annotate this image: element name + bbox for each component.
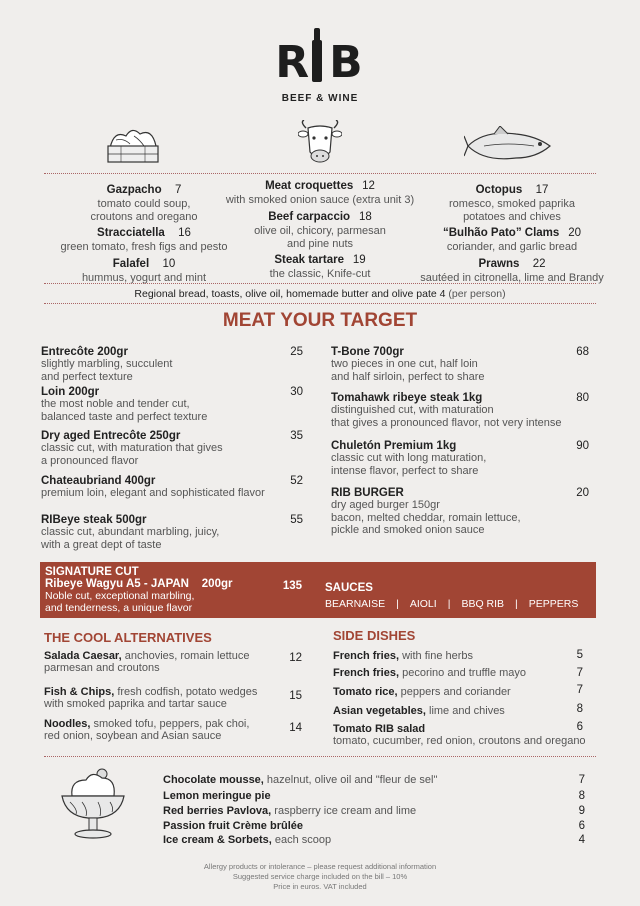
starter-meat-croquettes: Meat croquettes 12 with smoked onion sauce (extra unit 3) [225,180,415,206]
meat-item: T-Bone 700gr two pieces in one cut, half loin and half sirloin, perfect to share 68 [331,346,589,383]
meat-item: Tomahawk ribeye steak 1kg distinguished cut, with maturation that gives a pronounced flavor, not very intense 80 [331,392,589,429]
salad-crate-illustration [104,126,162,171]
meat-item: Chateaubriand 400gr premium loin, elegant and sophisticated flavor 52 [41,475,303,499]
meat-item: Entrecôte 200gr slightly marbling, succulent and perfect texture 25 [41,346,303,383]
bread-note: Regional bread, toasts, olive oil, homemade butter and olive pate 4 (per person) [134,288,506,300]
cow-illustration [298,120,342,171]
divider [44,283,596,284]
logo-wordmark: R B [275,37,365,88]
dessert-item: Red berries Pavlova, raspberry ice cream and lime 9 [163,805,585,817]
dessert-item: Passion fruit Crème brûlée 6 [163,820,585,832]
fish-illustration [464,126,552,171]
starter-stracciatella: Stracciatella 16 green tomato, fresh figs and pesto [60,227,228,253]
meat-section-title: MEAT YOUR TARGET [222,310,418,331]
side-item: French fries, pecorino and truffle mayo 7 [333,667,583,679]
divider [44,173,596,174]
divider [44,303,596,304]
footer-allergy: Allergy products or intolerance – please request additional information [203,862,437,871]
side-item: Asian vegetables, lime and chives 8 [333,703,583,717]
meat-item: RIBeye steak 500gr classic cut, abundant marbling, juicy, with a great dept of taste 55 [41,514,303,551]
dessert-item: Ice cream & Sorbets, each scoop 4 [163,834,585,846]
side-item: Tomato rice, peppers and coriander 7 [333,684,583,698]
divider [44,756,596,757]
alternative-item: Noodles, smoked tofu, peppers, pak choi, red onion, soybean and Asian sauce 14 [44,718,302,742]
footer-price: Price in euros. VAT included [273,882,367,891]
footer [100,862,540,892]
footer-service: Suggested service charge included on the bill – 10% [232,872,408,881]
side-item: Tomato RIB salad tomato, cucumber, red onion, croutons and oregano 6 [333,721,586,747]
alternative-item: Fish & Chips, fresh codfish, potato wedges with smoked paprika and tartar sauce 15 [44,686,302,710]
signature-cut: SIGNATURE CUT Ribeye Wagyu A5 - JAPAN 200gr Noble cut, exceptional marbling, and tenderness, a unique flavor 135 [45,566,302,614]
sauce-bbq-rib: BBQ RIB [461,598,505,610]
starter-beef-carpaccio: Beef carpaccio 18 olive oil, chicory, parmesan and pine nuts [254,211,386,250]
dessert-item: Chocolate mousse, hazelnut, olive oil and "fleur de sel" 7 [163,774,585,786]
logo-tagline: BEEF & WINE [281,93,359,104]
dessert-item: Lemon meringue pie 8 [163,790,585,802]
starter-steak-tartare: Steak tartare 19 the classic, Knife-cut [269,254,371,280]
sides-title: SIDE DISHES [333,628,416,643]
meat-item: Loin 200gr the most noble and tender cut, balanced taste and perfect texture 30 [41,386,303,423]
side-item: French fries, with fine herbs 5 [333,649,583,662]
sauce-bearnaise: BEARNAISE [325,598,386,610]
sauce-peppers: PEPPERS [528,598,579,610]
starter-gazpacho: Gazpacho 7 tomato could soup, croutons and oregano [90,184,198,223]
meat-item: Dry aged Entrecôte 250gr classic cut, with maturation that gives a pronounced flavor 35 [41,430,303,467]
sauce-aioli: AIOLI [409,598,437,610]
starter-octopus: Octopus 17 romesco, smoked paprika potatoes and chives [449,184,575,223]
starter-clams: “Bulhão Pato” Clams 20 coriander, and garlic bread [443,227,581,253]
meat-item: RIB BURGER dry aged burger 150gr bacon, melted cheddar, romain lettuce, pickle and smoked onion sauce 20 [331,487,589,536]
alternative-item: Salada Caesar, anchovies, romain lettuce parmesan and croutons 12 [44,650,302,674]
starter-prawns: Prawns 22 sautéed in citronella, lime and Brandy [420,258,604,284]
sundae-illustration [58,766,128,845]
sauces: SAUCES BEARNAISE | AIOLI | BBQ RIB | PEPPERS [325,582,579,610]
alternatives-title: THE COOL ALTERNATIVES [44,630,212,645]
starter-falafel: Falafel 10 hummus, yogurt and mint [81,258,207,284]
meat-item: Chuletón Premium 1kg classic cut with long maturation, intense flavor, perfect to share 90 [331,440,589,477]
